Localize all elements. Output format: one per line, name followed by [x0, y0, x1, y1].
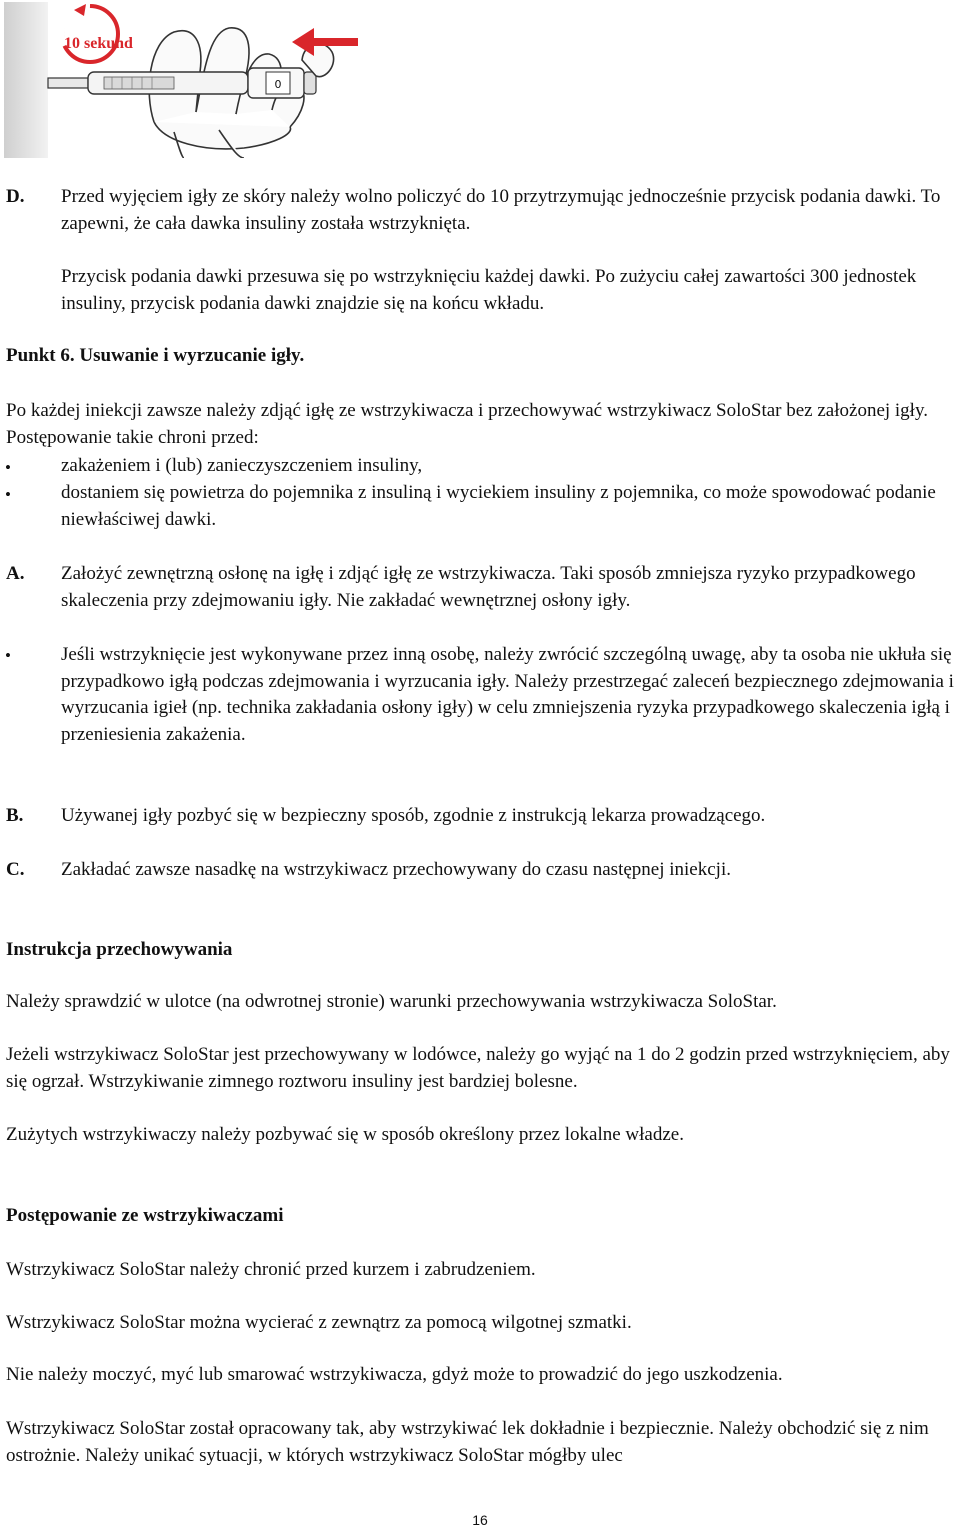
bullet-item-contamination: zakażeniem i (lub) zanieczyszczeniem insuliny,	[61, 455, 423, 476]
page-number: 16	[472, 1512, 488, 1528]
dose-window-value: 0	[274, 78, 282, 91]
storage-paragraph-2: Jeżeli wstrzykiwacz SoloStar jest przechowywany w lodówce, należy go wyjąć na 1 do 2 godzin przed wstrzyknięciem, aby się ogrzał. Wstrzykiwanie zimnego roztworu insuliny jest bardziej bolesne.	[6, 1044, 950, 1092]
bullet-icon: •	[5, 646, 11, 665]
step-c-text: Zakładać zawsze nasadkę na wstrzykiwacz przechowywany do czasu następnej iniekcji.	[61, 859, 731, 880]
handling-paragraph-2: Wstrzykiwacz SoloStar można wycierać z zewnątrz za pomocą wilgotnej szmatki.	[6, 1312, 632, 1333]
handling-paragraph-1: Wstrzykiwacz SoloStar należy chronić przed kurzem i zabrudzeniem.	[6, 1259, 536, 1280]
ten-seconds-label: 10 sekund	[64, 35, 133, 52]
insulin-pen-icon	[48, 68, 316, 98]
step-c-label: C.	[6, 859, 25, 880]
handling-heading: Postępowanie ze wstrzykiwaczami	[6, 1205, 284, 1226]
bullet-icon: •	[5, 485, 11, 504]
bullet-icon: •	[5, 458, 11, 477]
skin-surface	[4, 2, 48, 158]
ten-seconds-badge	[61, 4, 133, 62]
storage-paragraph-1: Należy sprawdzić w ulotce (na odwrotnej stronie) warunki przechowywania wstrzykiwacza SoloStar.	[6, 991, 777, 1012]
handling-paragraph-4: Wstrzykiwacz SoloStar został opracowany tak, aby wstrzykiwać lek dokładnie i bezpiecznie. Należy obchodzić się z nim ostrożnie. Należy unikać sytuacji, w których wstrzykiwacz SoloStar mógłby ulec	[6, 1418, 929, 1466]
handling-paragraph-3: Nie należy moczyć, myć lub smarować wstrzykiwacza, gdyż może to prowadzić do jego uszkodzenia.	[6, 1364, 783, 1385]
storage-heading: Instrukcja przechowywania	[6, 939, 233, 960]
pen-injection-illustration	[4, 2, 364, 158]
storage-paragraph-3: Zużytych wstrzykiwaczy należy pozbywać się w sposób określony przez lokalne władze.	[6, 1124, 684, 1145]
bullet-item-air: dostaniem się powietrza do pojemnika z insuliną i wyciekiem insuliny z pojemnika, co może spowodować podanie niewłaściwej dawki.	[61, 482, 936, 530]
step-d-label: D.	[6, 186, 25, 207]
step-b-label: B.	[6, 805, 24, 826]
step-b-text: Używanej igły pozbyć się w bezpieczny sposób, zgodnie z instrukcją lekarza prowadzącego.	[61, 805, 766, 826]
step-d-text: Przed wyjęciem igły ze skóry należy wolno policzyć do 10 przytrzymując jednocześnie przycisk podania dawki. To zapewni, że cała dawka insuliny została wstrzyknięta.	[61, 186, 941, 234]
section-6-heading: Punkt 6. Usuwanie i wyrzucanie igły.	[6, 345, 305, 366]
step-d-note: Przycisk podania dawki przesuwa się po wstrzyknięciu każdej dawki. Po zużyciu całej zawartości 300 jednostek insuliny, przycisk podania dawki znajdzie się na końcu wkładu.	[61, 266, 917, 314]
section-6-intro: Po każdej iniekcji zawsze należy zdjąć igłę ze wstrzykiwacza i przechowywać wstrzykiwacz SoloStar bez założonej igły. Postępowanie takie chroni przed:	[6, 400, 928, 448]
warning-text: Jeśli wstrzyknięcie jest wykonywane przez inną osobę, należy zwrócić szczególną uwagę, aby ta osoba nie ukłuła się przypadkowo igłą podczas zdejmowania i wyrzucania igły. Należy przestrzegać zaleceń bezpiecznego zdejmowania i wyrzucania igieł (np. technika zakładania osłony igły) w celu zmniejszenia ryzyka przypadkowego skaleczenia igłą i przeniesienia zakażenia.	[61, 644, 954, 745]
step-a-label: A.	[6, 563, 25, 584]
step-a-text: Założyć zewnętrzną osłonę na igłę i zdjąć igłę ze wstrzykiwacza. Taki sposób zmniejsza ryzyko przypadkowego skaleczenia przy zdejmowaniu igły. Nie zakładać wewnętrznej osłony igły.	[61, 563, 916, 611]
